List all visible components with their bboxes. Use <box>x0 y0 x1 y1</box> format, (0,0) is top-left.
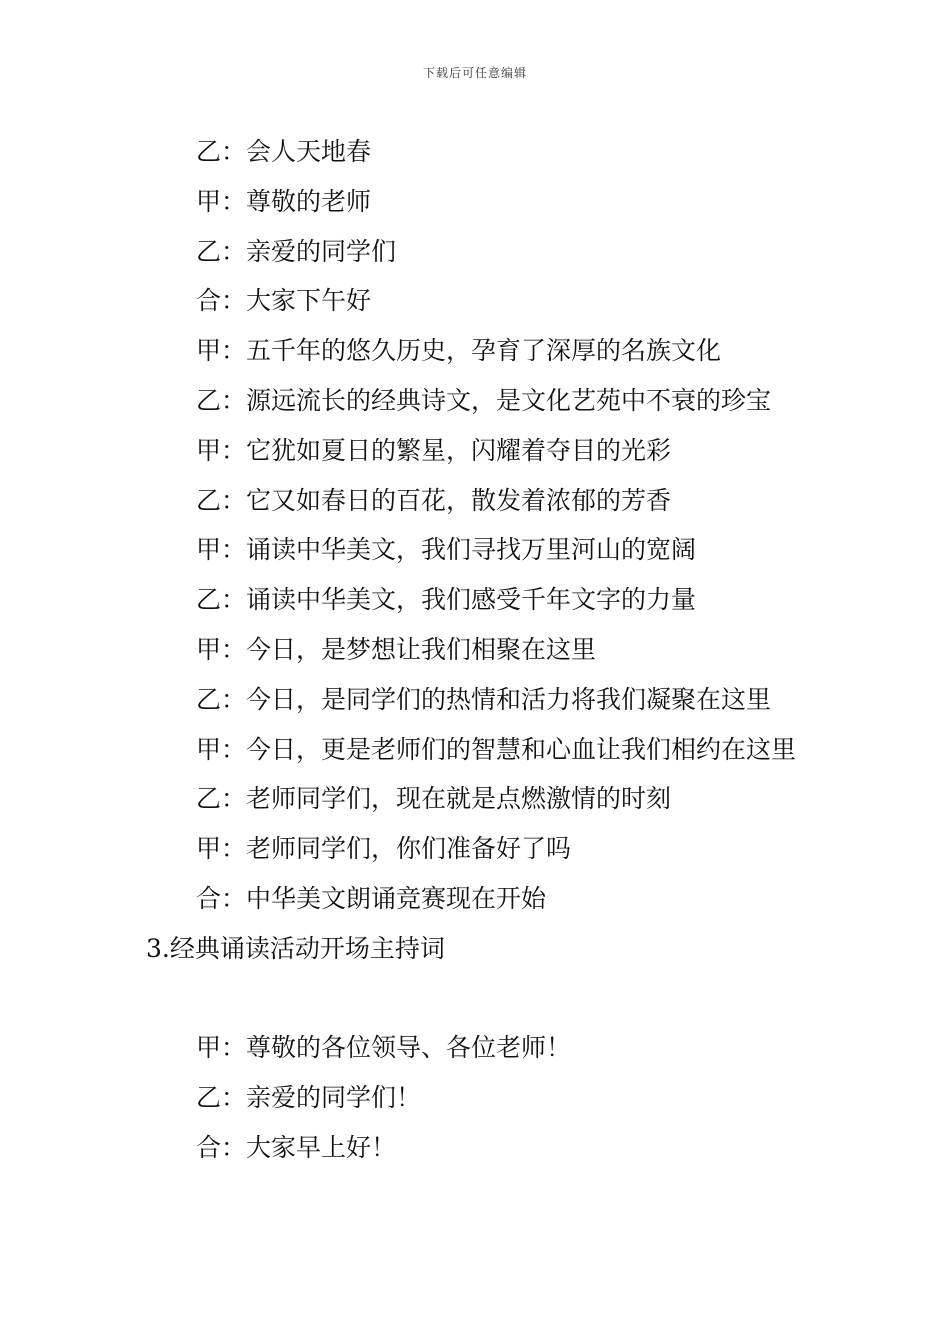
dialogue-line: 乙：诵读中华美文，我们感受千年文字的力量 <box>196 585 697 615</box>
dialogue-line: 甲：它犹如夏日的繁星，闪耀着夺目的光彩 <box>196 435 672 465</box>
dialogue-line: 乙：今日，是同学们的热情和活力将我们凝聚在这里 <box>196 684 772 714</box>
dialogue-line: 乙：它又如春日的百花，散发着浓郁的芳香 <box>196 485 672 515</box>
dialogue-line: 乙：老师同学们，现在就是点燃激情的时刻 <box>196 784 672 814</box>
dialogue-line: 合：大家下午好 <box>196 286 372 316</box>
section-heading: 3.经典诵读活动开场主持词 <box>146 933 445 963</box>
dialogue-line: 甲：今日，更是老师们的智慧和心血让我们相约在这里 <box>196 734 797 764</box>
document-body <box>146 127 810 1173</box>
dialogue-line: 乙：亲爱的同学们 <box>196 236 397 266</box>
dialogue-line: 乙：源远流长的经典诗文，是文化艺苑中不衰的珍宝 <box>196 385 772 415</box>
dialogue-line: 甲：今日，是梦想让我们相聚在这里 <box>196 634 597 664</box>
dialogue-line: 甲：老师同学们，你们准备好了吗 <box>196 834 572 864</box>
blank-line <box>146 974 810 1024</box>
page-header: 下载后可任意编辑 <box>422 66 527 80</box>
dialogue-line: 乙：亲爱的同学们！ <box>196 1083 422 1113</box>
dialogue-line: 甲：诵读中华美文，我们寻找万里河山的宽阔 <box>196 535 697 565</box>
dialogue-line: 甲：尊敬的老师 <box>196 186 372 216</box>
dialogue-line: 乙：会人天地春 <box>196 137 372 166</box>
dialogue-line: 合：中华美文朗诵竞赛现在开始 <box>196 883 547 913</box>
dialogue-line: 甲：五千年的悠久历史，孕育了深厚的名族文化 <box>196 336 722 366</box>
dialogue-line: 合：大家早上好！ <box>196 1132 397 1162</box>
dialogue-line: 甲：尊敬的各位领导、各位老师！ <box>196 1033 572 1063</box>
